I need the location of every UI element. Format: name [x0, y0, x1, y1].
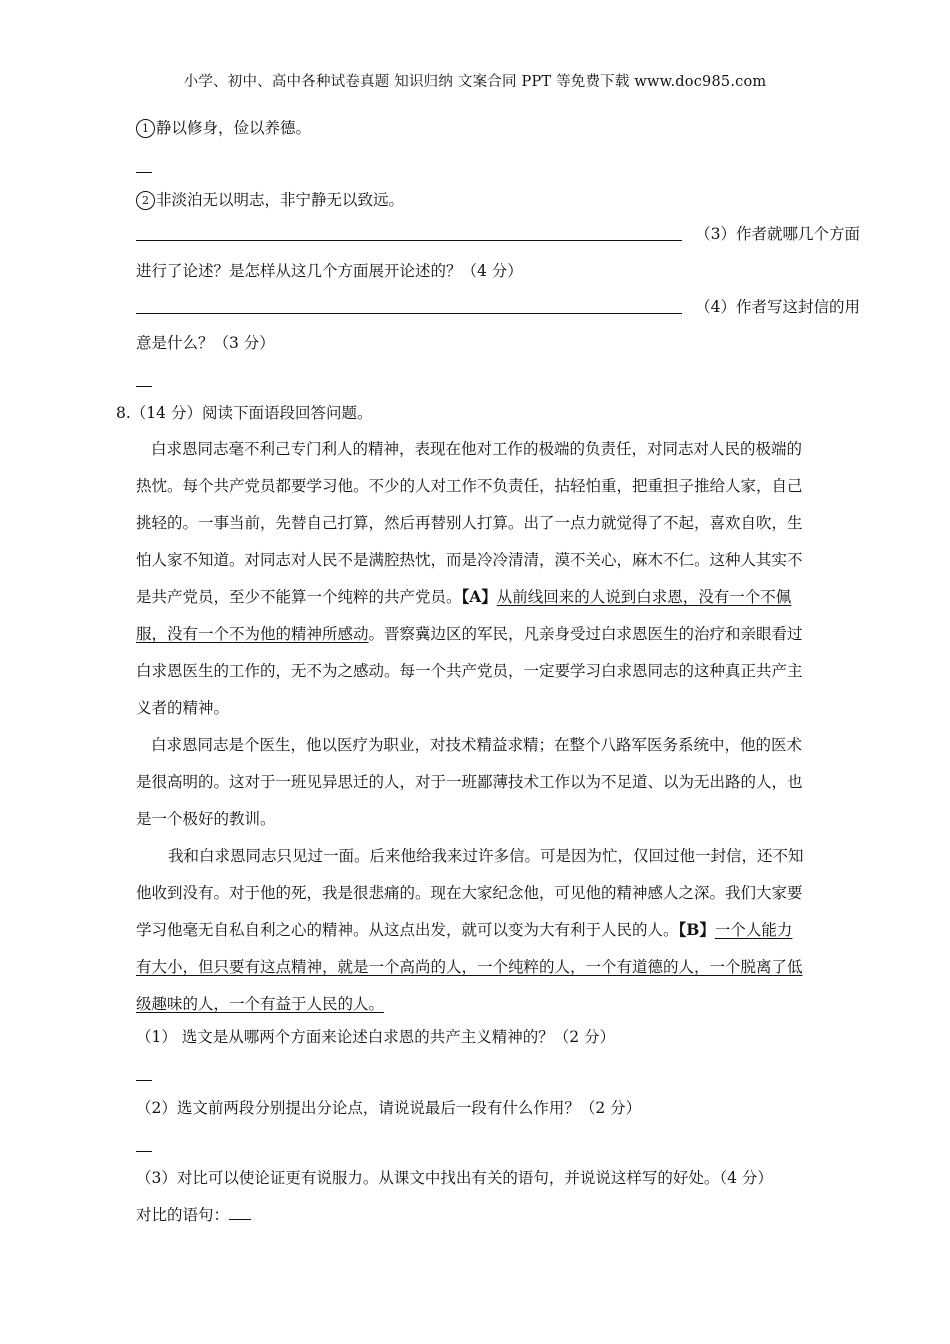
answer-line-row [136, 222, 860, 246]
para3-line: 我和白求恩同志只见过一面。后来他给我来过许多信。可是因为忙，仅回过他一封信，还不知 [168, 847, 804, 865]
underlined-sentence-b: 有大小，但只要有这点精神，就是一个高尚的人，一个纯粹的人，一个有道德的人，一个脱离了低 [136, 958, 803, 976]
q8-sub2: （2）选文前两段分别提出分论点，请说说最后一段有什么作用？（2 分） [136, 1099, 642, 1117]
q8-sub3: （3）对比可以使论证更有说服力。从课文中找出有关的语句，并说说这样写的好处。（4 分） [136, 1169, 773, 1187]
mark-a: 【A】 [461, 587, 497, 606]
page-header: 小学、初中、高中各种试卷真题 知识归纳 文案合同 PPT 等免费下载 www.doc985.com [183, 74, 767, 90]
underlined-sentence-a: 服，没有一个不为他的精神所感动 [136, 625, 369, 643]
para2-line: 是一个极好的教训。 [136, 810, 276, 828]
para1-line: 义者的精神。 [136, 699, 230, 717]
answer-blank[interactable] [229, 1205, 251, 1220]
para3-text: 学习他毫无自私自利之心的精神。从这点出发，就可以变为大有利于人民的人。 [136, 921, 679, 939]
para1-line [136, 622, 860, 646]
para1-line: 挑轻的。一事当前，先替自己打算，然后再替别人打算。出了一点力就觉得了不起，喜欢自吹，生 [136, 514, 803, 532]
circled-number: 1 [136, 119, 155, 138]
q7-item-1 [136, 116, 860, 140]
comparison-label: 对比的语句： [136, 1206, 230, 1224]
q7-item-2-text: 非淡泊无以明志，非宁静无以致远。 [156, 191, 405, 209]
q7-sub3-label: （3）作者就哪几个方面 [695, 225, 860, 243]
para3-line: 他收到没有。对于他的死，我是很悲痛的。现在大家纪念他，可见他的精神感人之深。我们大家要 [136, 884, 803, 902]
answer-line[interactable] [136, 240, 682, 241]
q7-sub3-cont: 进行了论述？是怎样从这几个方面展开论述的？（4 分） [136, 262, 523, 280]
circled-number: 2 [136, 191, 155, 210]
answer-line[interactable] [136, 313, 682, 314]
para1-line: 白求恩医生的工作的，无不为之感动。每一个共产党员，一定要学习白求恩同志的这种真正共产主 [136, 662, 803, 680]
q7-sub4-cont: 意是什么？（3 分） [136, 334, 275, 352]
q7-sub4-label: （4）作者写这封信的用 [695, 298, 860, 316]
underlined-sentence-a: 从前线回来的人说到白求恩，没有一个不佩 [496, 588, 792, 606]
para3-line [136, 992, 860, 1016]
q8-sub1: （1） 选文是从哪两个方面来论述白求恩的共产主义精神的？（2 分） [136, 1028, 616, 1046]
underlined-sentence-b: 一个人能力 [714, 921, 793, 939]
answer-blank[interactable] [136, 1151, 152, 1152]
para1-line: 热忱。每个共产党员都要学习他。不少的人对工作不负责任，拈轻怕重，把重担子推给人家，自己 [136, 477, 803, 495]
q7-item-2 [136, 188, 860, 212]
underlined-sentence-b: 级趣味的人，一个有益于人民的人。 [136, 995, 385, 1013]
q8-sub3-answer-row [136, 1203, 860, 1227]
mark-b: 【B】 [678, 920, 715, 939]
answer-blank[interactable] [136, 386, 152, 387]
q7-item-1-text: 静以修身，俭以养德。 [156, 119, 312, 137]
para1-text: 。晋察冀边区的军民，凡亲身受过白求恩医生的治疗和亲眼看过 [368, 625, 803, 643]
para1-line [136, 585, 860, 609]
q8-title: 8.（14 分）阅读下面语段回答问题。 [116, 404, 373, 422]
answer-blank[interactable] [136, 172, 152, 173]
answer-line-row [136, 295, 860, 319]
para2-line: 是很高明的。这对于一班见异思迁的人，对于一班鄙薄技术工作以为不足道、以为无出路的人，也 [136, 773, 803, 791]
para2-line: 白求恩同志是个医生，他以医疗为职业，对技术精益求精；在整个八路军医务系统中，他的医术 [151, 736, 803, 754]
para1-line: 白求恩同志毫不利己专门利人的精神，表现在他对工作的极端的负责任，对同志对人民的极端的 [151, 440, 803, 458]
para1-text: 是共产党员，至少不能算一个纯粹的共产党员。 [136, 588, 462, 606]
para3-line [136, 918, 860, 942]
para3-line [136, 955, 860, 979]
answer-blank[interactable] [136, 1080, 152, 1081]
para1-line: 怕人家不知道。对同志对人民不是满腔热忱，而是冷冷清清，漠不关心，麻木不仁。这种人其实不 [136, 551, 803, 569]
